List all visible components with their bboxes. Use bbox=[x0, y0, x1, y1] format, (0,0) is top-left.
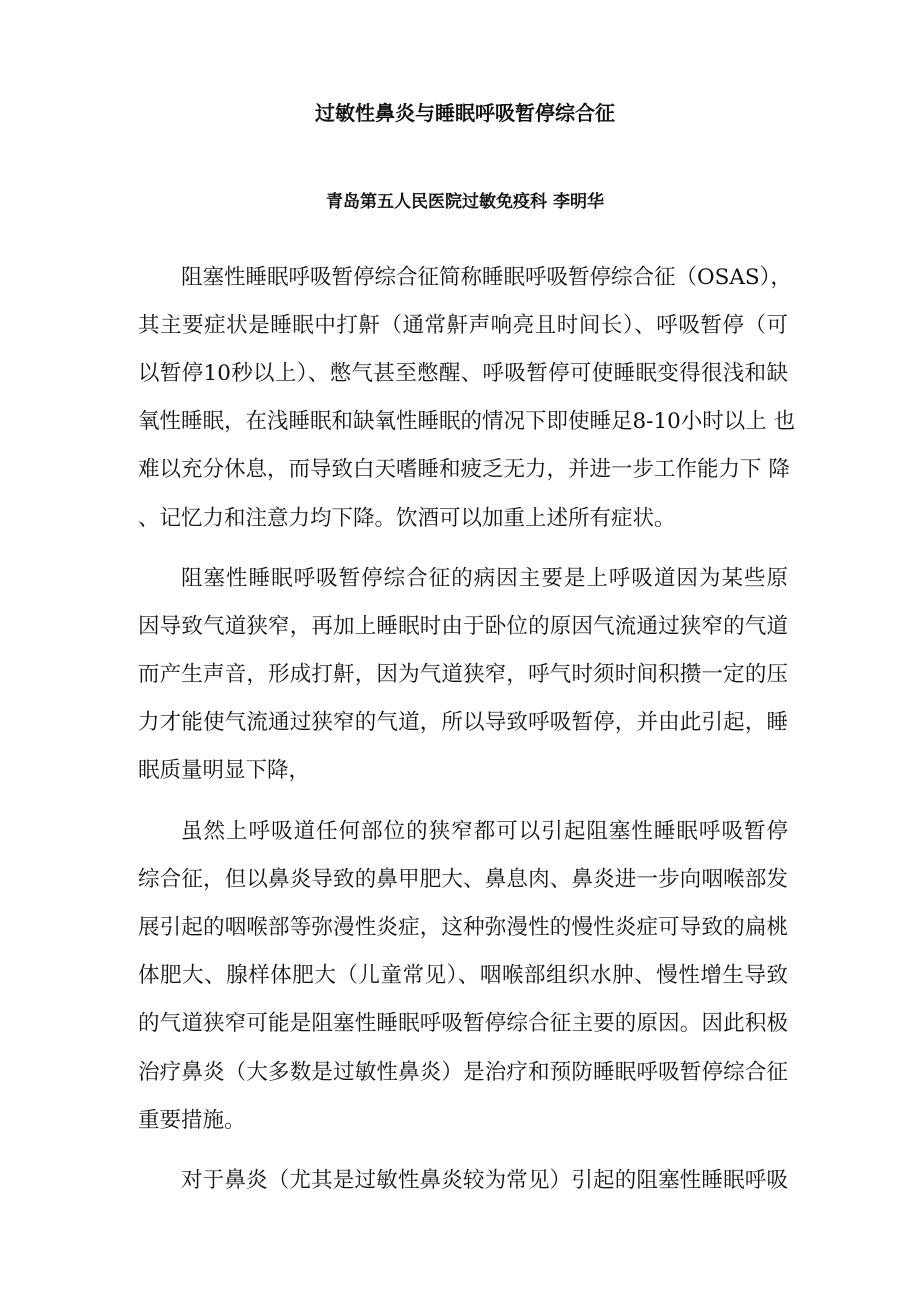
paragraph-line: 其主要症状是睡眠中打鼾（通常鼾声响亮且时间长）、呼吸暂停（可 bbox=[138, 313, 788, 339]
paragraph-line: 治疗鼻炎（大多数是过敏性鼻炎）是治疗和预防睡眠呼吸暂停综合征 bbox=[138, 1059, 788, 1085]
paragraph-line: 综合征，但以鼻炎导致的鼻甲肥大、鼻息肉、鼻炎进一步向咽喉部发 bbox=[138, 867, 788, 893]
paragraph-line: 阻塞性睡眠呼吸暂停综合征简称睡眠呼吸暂停综合征（OSAS）， bbox=[181, 265, 792, 290]
paragraph-line: 体肥大、腺样体肥大（儿童常见）、咽喉部组织水肿、慢性增生导致 bbox=[138, 963, 788, 989]
author-line: 青岛第五人民医院过敏免疫科 李明华 bbox=[326, 192, 604, 212]
paragraph-line: 因导致气道狭窄，再加上睡眠时由于卧位的原因气流通过狭窄的气道 bbox=[138, 614, 788, 640]
paragraph-line: 的气道狭窄可能是阻塞性睡眠呼吸暂停综合征主要的原因。因此积极 bbox=[138, 1011, 788, 1037]
paragraph-line: 阻塞性睡眠呼吸暂停综合征的病因主要是上呼吸道因为某些原 bbox=[181, 566, 788, 591]
paragraph-line: 而产生声音，形成打鼾，因为气道狭窄，呼气时须时间积攒一定的压 bbox=[138, 662, 788, 688]
paragraph-line: 重要措施。 bbox=[138, 1107, 246, 1133]
paragraph-line: 、记忆力和注意力均下降。饮酒可以加重上述所有症状。 bbox=[138, 505, 676, 531]
paragraph-line: 以暂停10秒以上）、憋气甚至憋醒、呼吸暂停可使睡眠变得很浅和缺 bbox=[138, 361, 788, 387]
paragraph-line: 虽然上呼吸道任何部位的狭窄都可以引起阻塞性睡眠呼吸暂停 bbox=[181, 819, 788, 844]
paragraph-line: 力才能使气流通过狭窄的气道，所以导致呼吸暂停，并由此引起，睡 bbox=[138, 710, 788, 736]
paragraph-line: 展引起的咽喉部等弥漫性炎症，这种弥漫性的慢性炎症可导致的扁桃 bbox=[138, 915, 788, 941]
paragraph-line: 对于鼻炎（尤其是过敏性鼻炎较为常见）引起的阻塞性睡眠呼吸 bbox=[181, 1168, 788, 1193]
paragraph-line: 氧性睡眠，在浅睡眠和缺氧性睡眠的情况下即使睡足8-10小时以上 也 bbox=[138, 409, 796, 435]
document-title: 过敏性鼻炎与睡眠呼吸暂停综合征 bbox=[315, 101, 615, 125]
paragraph-line: 难以充分休息，而导致白天嗜睡和疲乏无力，并进一步工作能力下 降 bbox=[138, 457, 790, 483]
paragraph-line: 眠质量明显下降， bbox=[138, 758, 311, 784]
